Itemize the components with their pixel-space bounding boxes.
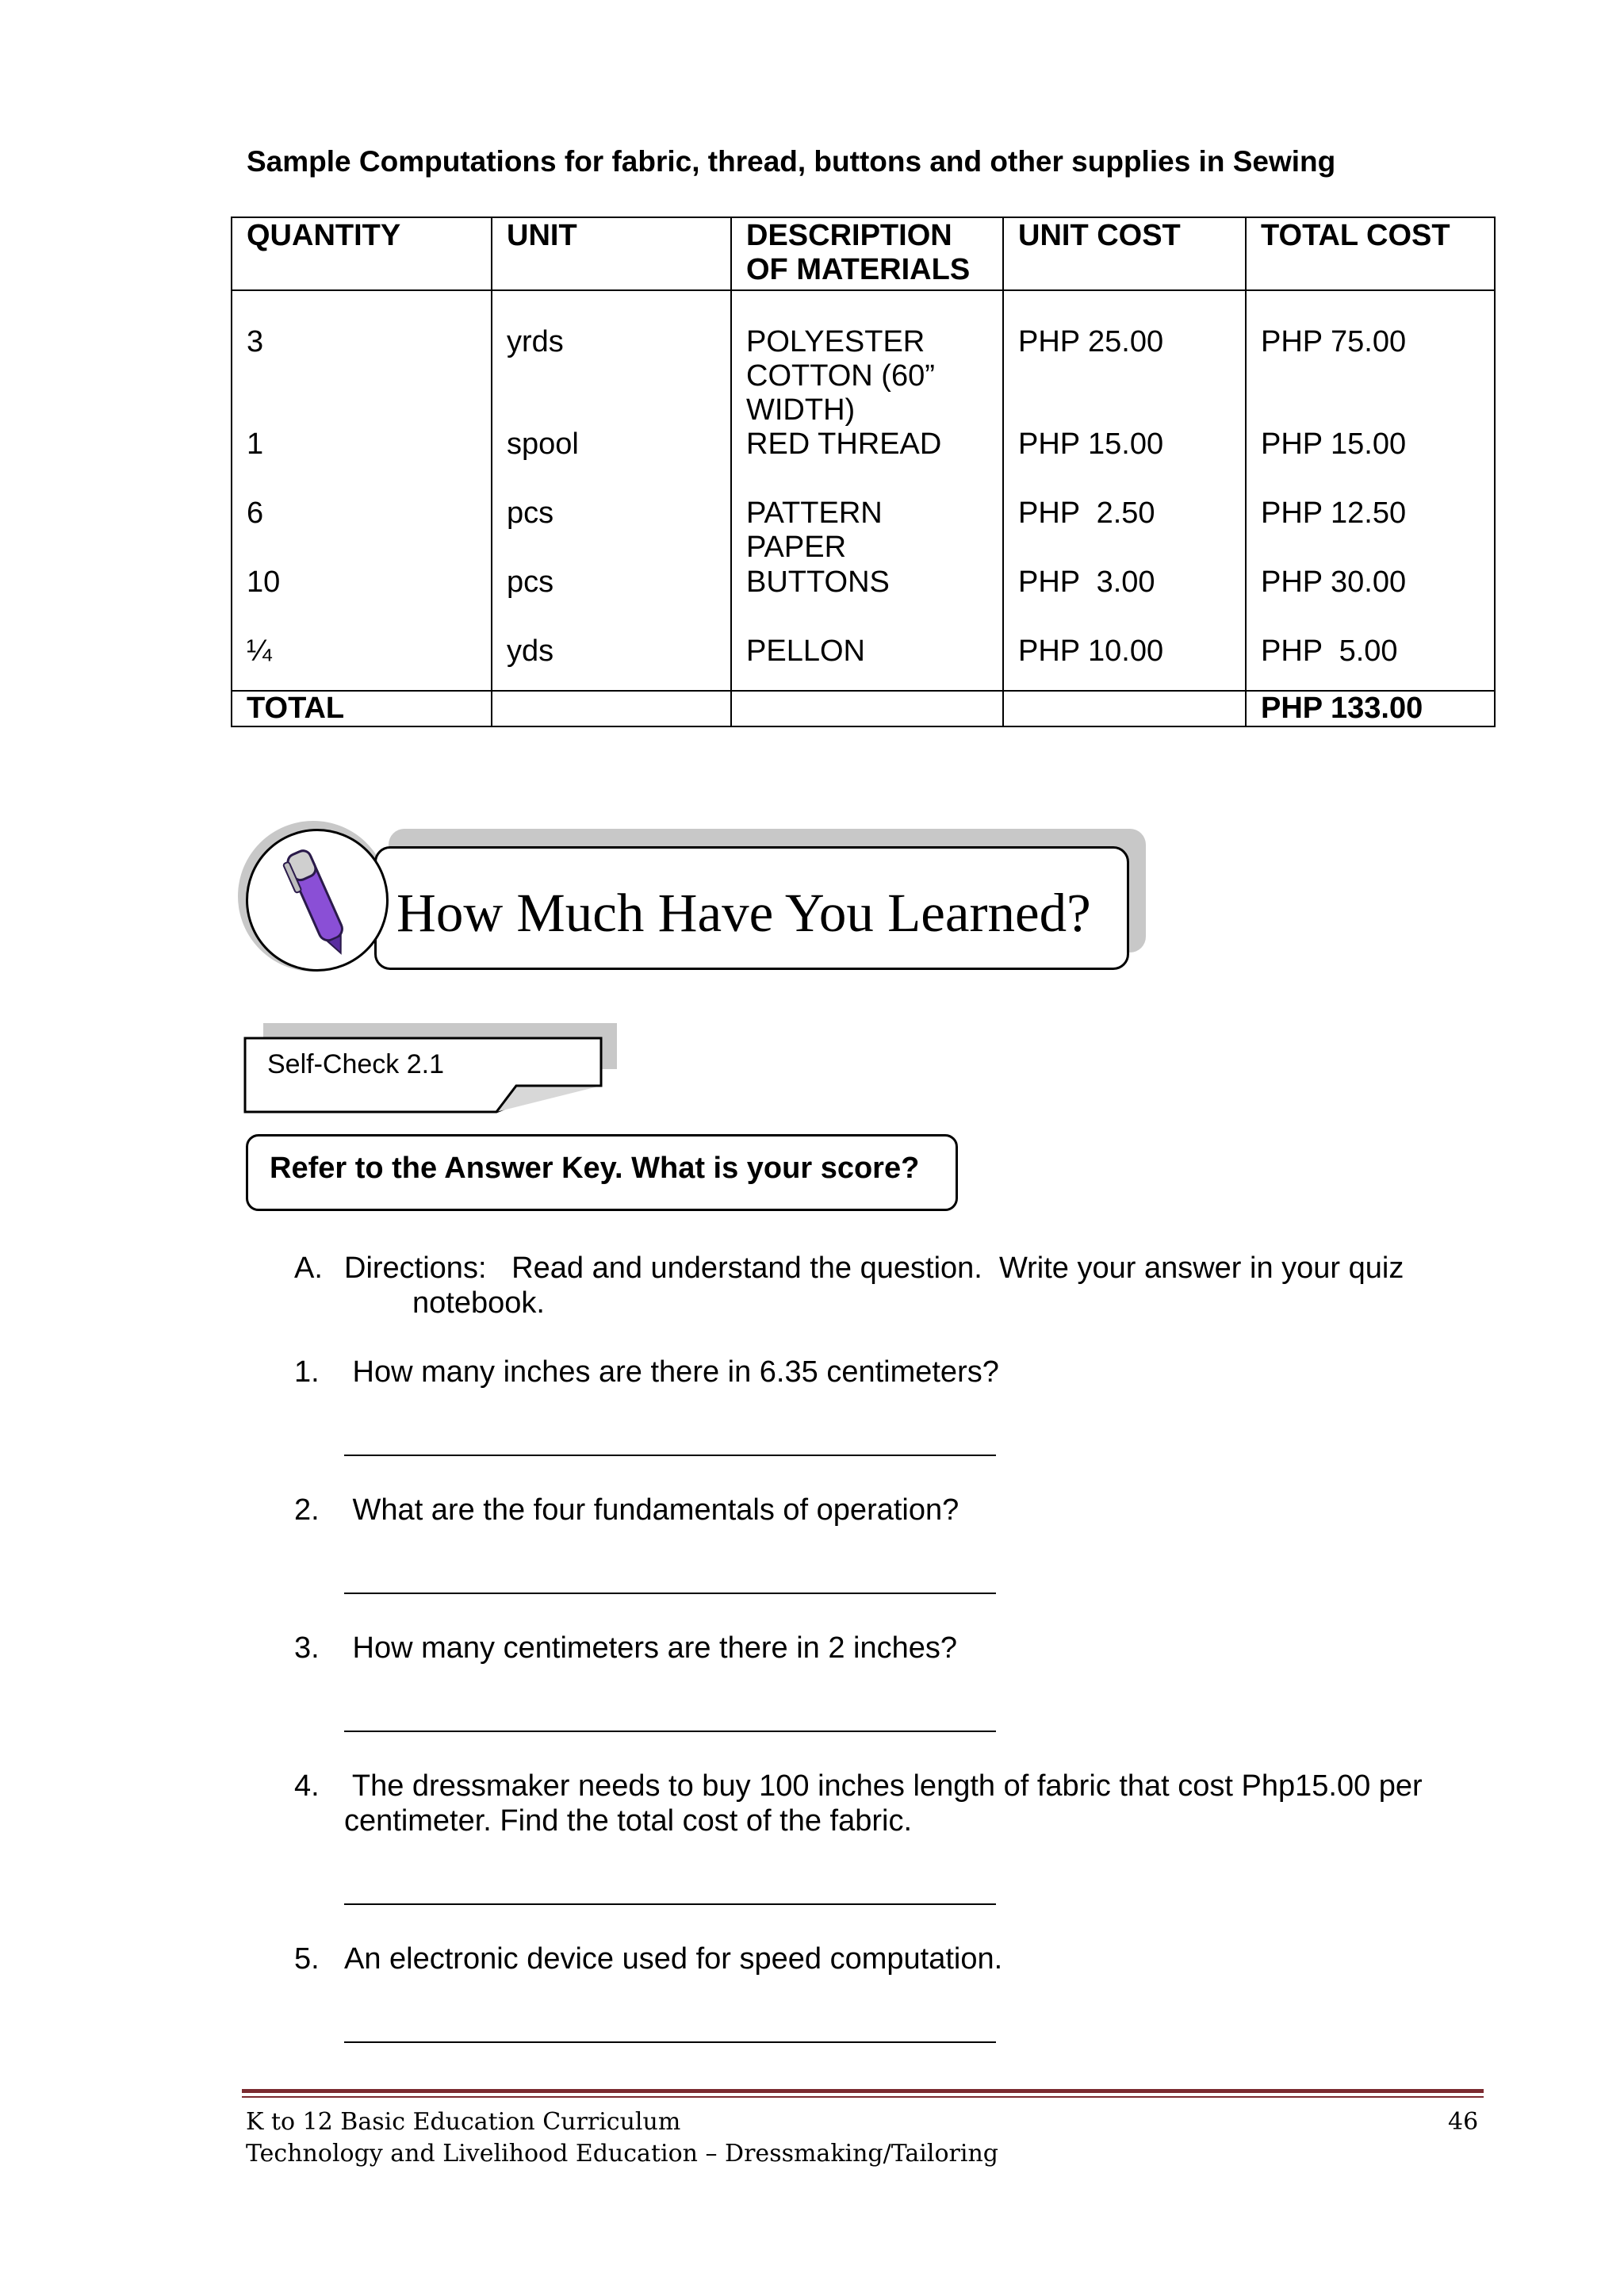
header-description-line1: DESCRIPTION (746, 219, 952, 252)
empty-cell (731, 691, 1003, 726)
question-text: What are the four fundamentals of operation? (344, 1493, 959, 1527)
cell-unit-cost: PHP 3.00 (1003, 565, 1246, 634)
table-row (232, 565, 1495, 634)
total-value: PHP 133.00 (1246, 691, 1495, 726)
answer-line[interactable] (344, 1731, 996, 1732)
cell-quantity: ¼ (232, 634, 492, 691)
answer-line[interactable] (344, 1593, 996, 1594)
header-unit: UNIT (492, 217, 731, 290)
banner-title: How Much Have You Learned? (396, 883, 1091, 943)
cell-quantity: 10 (232, 565, 492, 634)
icon-circle (246, 829, 389, 972)
cell-total-cost: PHP 15.00 (1246, 427, 1495, 496)
cell-quantity: 1 (232, 427, 492, 496)
directions-line2: notebook. (412, 1286, 545, 1320)
directions-marker: A. (294, 1251, 323, 1285)
description-line: BUTTONS (746, 565, 890, 599)
header-quantity: QUANTITY (232, 217, 492, 290)
cell-description (731, 290, 1003, 427)
cell-quantity: 3 (232, 290, 492, 427)
question-text: An electronic device used for speed computation. (344, 1942, 1003, 1976)
question-number: 2. (294, 1493, 320, 1527)
answer-line[interactable] (344, 1455, 996, 1456)
cell-unit-cost: PHP 25.00 (1003, 290, 1246, 427)
header-unit-cost: UNIT COST (1003, 217, 1246, 290)
self-check-label: Self-Check 2.1 (267, 1049, 444, 1079)
answer-line[interactable] (344, 2041, 996, 2043)
question-number: 4. (294, 1769, 320, 1803)
footer-rule (242, 2089, 1484, 2093)
supplies-table (231, 217, 1496, 727)
cell-description (731, 565, 1003, 634)
table-row (232, 634, 1495, 691)
cell-unit: spool (492, 427, 731, 496)
table-row (232, 427, 1495, 496)
table-total-row (232, 691, 1495, 726)
question-number: 3. (294, 1631, 320, 1665)
header-description (731, 217, 1003, 290)
cell-description (731, 496, 1003, 565)
description-line: PAPER (746, 531, 847, 564)
table-row (232, 496, 1495, 565)
footer-subject: Technology and Livelihood Education – Dressmaking/Tailoring (246, 2140, 998, 2168)
description-line: COTTON (60” (746, 359, 935, 393)
empty-cell (1003, 691, 1246, 726)
footer-rule-thin (242, 2096, 1484, 2098)
pen-icon (248, 831, 386, 969)
cell-total-cost: PHP 5.00 (1246, 634, 1495, 691)
description-line: RED THREAD (746, 427, 942, 461)
cell-total-cost: PHP 12.50 (1246, 496, 1495, 565)
cell-unit: pcs (492, 496, 731, 565)
question-text: The dressmaker needs to buy 100 inches length of fabric that cost Php15.00 per (344, 1769, 1423, 1803)
directions-line1: Directions: Read and understand the question. Write your answer in your quiz (344, 1251, 1404, 1285)
header-total-cost: TOTAL COST (1246, 217, 1495, 290)
question-text-line2: centimeter. Find the total cost of the fabric. (344, 1804, 913, 1838)
table-header-row (232, 217, 1495, 290)
cell-unit-cost: PHP 2.50 (1003, 496, 1246, 565)
cell-total-cost: PHP 30.00 (1246, 565, 1495, 634)
cell-description (731, 427, 1003, 496)
section-heading: Sample Computations for fabric, thread, buttons and other supplies in Sewing (247, 145, 1336, 178)
cell-unit: pcs (492, 565, 731, 634)
answer-key-instruction: Refer to the Answer Key. What is your score? (270, 1152, 920, 1185)
cell-unit: yds (492, 634, 731, 691)
cell-description (731, 634, 1003, 691)
cell-quantity: 6 (232, 496, 492, 565)
cell-unit: yrds (492, 290, 731, 427)
header-description-line2: OF MATERIALS (746, 253, 971, 286)
question-text: How many inches are there in 6.35 centimeters? (344, 1355, 999, 1389)
question-number: 5. (294, 1942, 320, 1976)
table-row (232, 290, 1495, 427)
description-line: POLYESTER (746, 325, 925, 358)
cell-total-cost: PHP 75.00 (1246, 290, 1495, 427)
total-label: TOTAL (232, 691, 492, 726)
footer-curriculum: K to 12 Basic Education Curriculum (246, 2108, 681, 2136)
question-number: 1. (294, 1355, 320, 1389)
description-line: WIDTH) (746, 393, 856, 427)
empty-cell (492, 691, 731, 726)
description-line: PATTERN (746, 496, 883, 530)
cell-unit-cost: PHP 10.00 (1003, 634, 1246, 691)
cell-unit-cost: PHP 15.00 (1003, 427, 1246, 496)
answer-line[interactable] (344, 1903, 996, 1905)
question-text: How many centimeters are there in 2 inches? (344, 1631, 958, 1665)
page-number: 46 (1448, 2108, 1479, 2136)
description-line: PELLON (746, 634, 865, 668)
